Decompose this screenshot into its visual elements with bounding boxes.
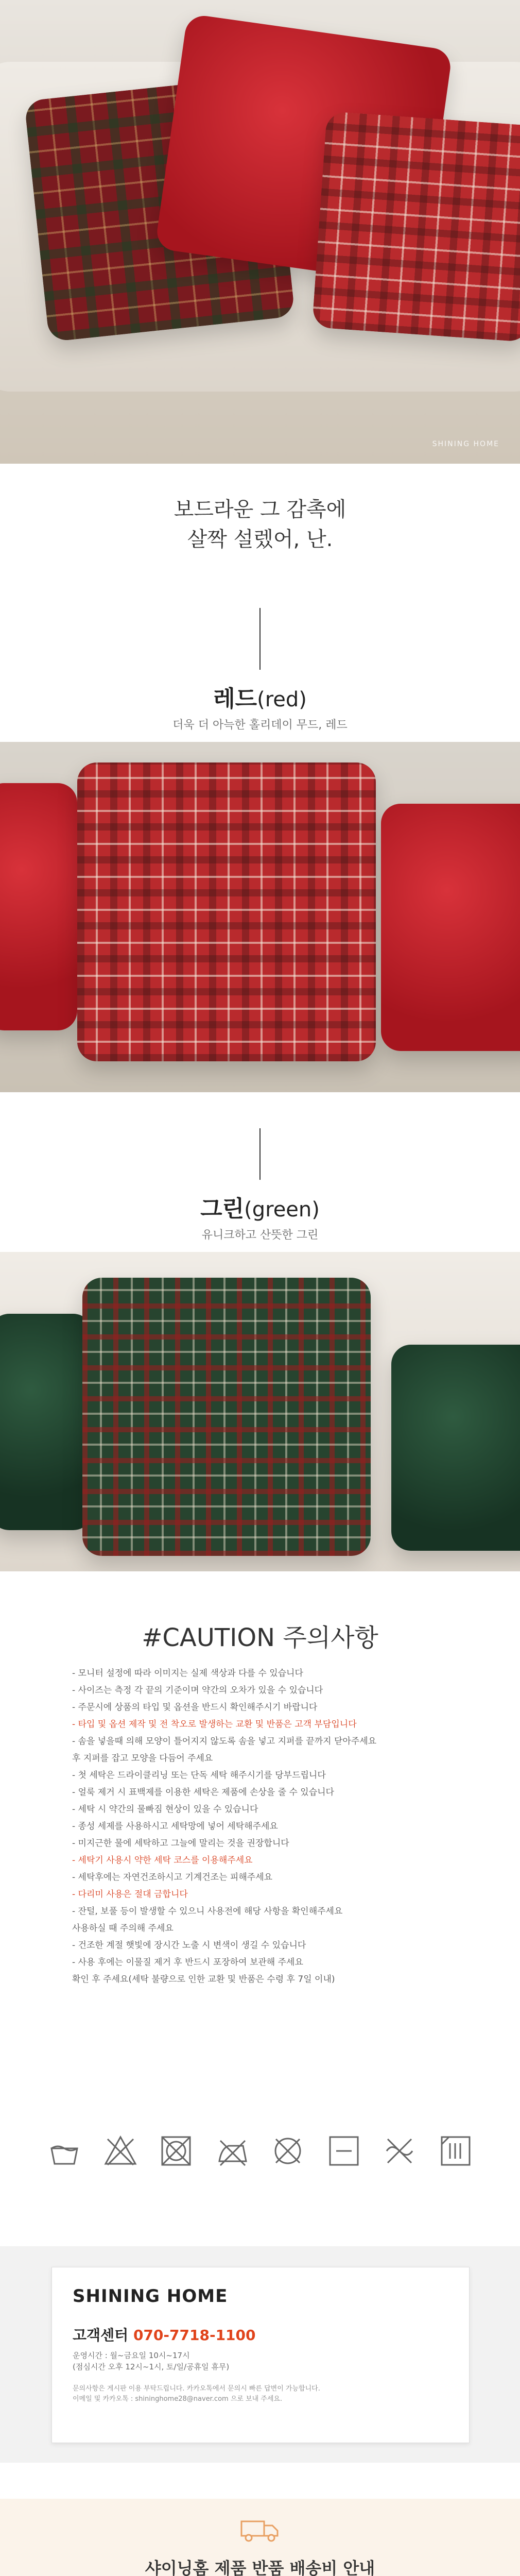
list-item: - 잔털, 보풀 등이 발생할 수 있으니 사용전에 해당 사항을 확인해주세요 (72, 1906, 343, 1917)
cs-note: 이메일 및 카카오톡 : shininghome28@naver.com 으로 보내 주세요. (73, 2395, 283, 2403)
green-plaid-cushion-main (82, 1278, 371, 1556)
cs-hours (73, 2350, 229, 2372)
caution-title-prefix: #CAUTION (142, 1623, 275, 1652)
red-title-en: (red) (257, 688, 307, 711)
brand-logo (73, 2286, 228, 2307)
green-solid-cushion (0, 1314, 93, 1530)
dry-flat-icon (326, 2133, 362, 2169)
intro-line: 살짝 설렜어, 난. (187, 528, 333, 551)
green-cushion-photo (0, 1252, 520, 1571)
red-plaid-cushion-main (77, 762, 376, 1061)
caution-title-ko: 주의사항 (283, 1623, 378, 1652)
no-bleach-icon (102, 2133, 138, 2169)
company-card (51, 2267, 470, 2443)
cs-hours-line: (점심시간 오후 12시~1시, 토/일/공휴일 휴무) (73, 2362, 230, 2371)
list-item: 확인 후 주세요(세탁 불량으로 인한 교환 및 반품은 수령 후 7일 이내) (72, 1974, 335, 1985)
no-wring-icon (382, 2133, 418, 2169)
list-item: - 다리미 사용은 절대 금합니다 (72, 1889, 188, 1900)
shipping-fee-title: 샤이닝홈 제품 반품 배송비 안내 (145, 2558, 375, 2576)
no-iron-icon (214, 2133, 250, 2169)
list-item: - 세탁후에는 자연건조하시고 기계건조는 피해주세요 (72, 1872, 273, 1883)
list-item: - 사이즈는 측정 각 끝의 기준이며 약간의 오차가 있을 수 있습니다 (72, 1685, 323, 1696)
red-title-ko: 레드 (213, 686, 257, 712)
red-solid-cushion (0, 783, 77, 1030)
green-solid-cushion-right (391, 1345, 520, 1551)
red-solid-cushion-right (381, 804, 520, 1051)
list-item: - 세탁기 사용시 약한 세탁 코스를 이용해주세요 (72, 1855, 253, 1866)
intro-line: 보드라운 그 감촉에 (174, 498, 346, 521)
list-item: - 주문시에 상품의 타입 및 옵션을 반드시 확인해주시기 바랍니다 (72, 1702, 318, 1713)
list-item: - 건조한 계절 햇빛에 장시간 노출 시 변색이 생길 수 있습니다 (72, 1940, 306, 1951)
watermark: SHINING HOME (432, 440, 499, 448)
list-item: - 첫 세탁은 드라이클리닝 또는 단독 세탁 해주시기를 당부드립니다 (72, 1770, 326, 1781)
caution-title (0, 1618, 520, 1653)
hand-wash-icon (46, 2133, 82, 2169)
green-title-en: (green) (244, 1198, 320, 1222)
logo-text: SHINING (73, 2286, 161, 2307)
care-icons (46, 2133, 474, 2169)
list-item: - 모니터 설정에 따라 이미지는 실제 색상과 다를 수 있습니다 (72, 1668, 303, 1679)
red-section-title (0, 680, 520, 732)
list-item: - 세탁 시 약간의 물빠짐 현상이 있을 수 있습니다 (72, 1804, 258, 1815)
customer-center (73, 2324, 256, 2345)
list-item: - 미지근한 물에 세탁하고 그늘에 말리는 것을 권장합니다 (72, 1838, 289, 1849)
intro-text (0, 495, 520, 554)
no-dry-clean-icon (270, 2133, 306, 2169)
divider-line (259, 1128, 261, 1180)
list-item: - 솜을 넣을때 의해 모양이 틀어지지 않도록 솜을 넣고 지퍼를 끝까지 닫아주세요 (72, 1736, 377, 1747)
green-title (0, 1190, 520, 1223)
green-section-title (0, 1190, 520, 1242)
list-item: - 사용 후에는 이물질 제거 후 반드시 포장하여 보관해 주세요 (72, 1957, 303, 1968)
green-title-ko: 그린 (200, 1196, 245, 1222)
cs-hours-line: 운영시간 : 월~금요일 10시~17시 (73, 2351, 190, 2360)
red-cushion-photo (0, 742, 520, 1092)
cs-note: 문의사항은 게시판 이용 부탁드립니다. 카카오톡에서 문의시 빠른 답변이 가능합니다. (73, 2385, 320, 2393)
no-tumble-dry-icon (158, 2133, 194, 2169)
shade-dry-icon (438, 2133, 474, 2169)
cs-notes (73, 2384, 454, 2404)
list-item: 사용하실 때 주의해 주세요 (72, 1923, 174, 1934)
red-subtitle: 더욱 더 아늑한 홀리데이 무드, 레드 (172, 719, 348, 732)
cs-label: 고객센터 (73, 2327, 129, 2344)
cs-phone-number[interactable]: 070-7718-1100 (133, 2327, 256, 2344)
logo-tail: HOME (166, 2286, 228, 2307)
list-item: 후 지퍼를 잡고 모양을 다듬어 주세요 (72, 1753, 213, 1764)
list-item: - 종성 세제를 사용하시고 세탁망에 넣어 세탁해주세요 (72, 1821, 278, 1832)
truck-icon (239, 2514, 281, 2545)
hero-photo (0, 0, 520, 464)
caution-list (72, 1665, 463, 1988)
red-plaid-cushion (312, 111, 520, 342)
list-item: - 얼룩 제거 시 표백제를 이용한 세탁은 제품에 손상을 줄 수 있습니다 (72, 1787, 334, 1798)
green-subtitle: 유니크하고 산뜻한 그린 (201, 1229, 319, 1242)
divider-line (259, 608, 261, 670)
red-title (0, 680, 520, 713)
list-item: - 타입 및 옵션 제작 및 전 착오로 발생하는 교환 및 반품은 고객 부담입니다 (72, 1719, 357, 1730)
